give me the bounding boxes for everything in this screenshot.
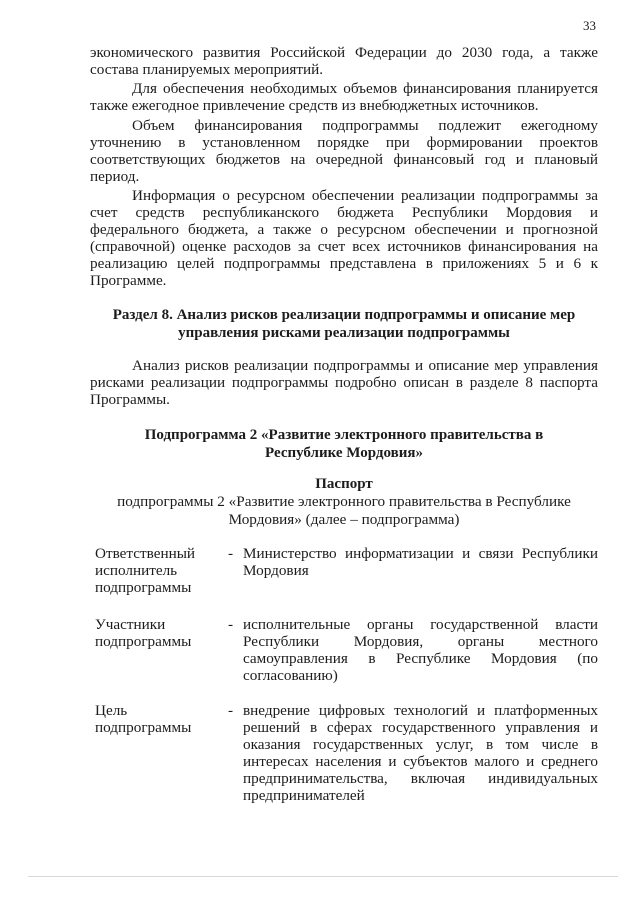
subprogram-title-line2: Республике Мордовия» bbox=[265, 445, 423, 461]
section8-body: Анализ рисков реализации подпрограммы и описание мер управления рисками реализации подпрограммы подробно описан в разделе 8 паспорта Программы. bbox=[90, 357, 598, 408]
paragraph-resource-info: Информация о ресурсном обеспечении реализации подпрограммы за счет средств республиканского бюджета Республики Мордовия и федерального бюджета, а также о ресурсном обеспечении и прогнозной (справочной) оценке расходов за счет всех источников финансирования на реализацию целей подпрограммы представлена в приложениях 5 и 6 к Программе. bbox=[90, 187, 598, 289]
passport-title: Паспорт bbox=[315, 476, 373, 492]
passport-row-value: внедрение цифровых технологий и платформенных решений в сферах государственного управления и оказания государственных услуг, в том числе в интересах населения и субъектов малого и среднего предпринимательства, включая индивидуальных предпринимателей bbox=[243, 702, 598, 804]
passport-subtitle-line1: подпрограммы 2 «Развитие электронного правительства в Республике bbox=[117, 493, 571, 510]
passport-row-value: Министерство информатизации и связи Республики Мордовия bbox=[243, 545, 598, 579]
paragraph-continuation: экономического развития Российской Федерации до 2030 года, а также состава планируемых мероприятий. bbox=[90, 44, 598, 78]
section8-heading-line1: Раздел 8. Анализ рисков реализации подпрограммы и описание мер bbox=[112, 307, 576, 323]
page-number: 33 bbox=[583, 18, 596, 33]
passport-row-label: Ответственный исполнитель подпрограммы bbox=[95, 545, 196, 596]
subprogram-title-line1: Подпрограмма 2 «Развитие электронного правительства в bbox=[144, 427, 544, 443]
passport-row-label: Цель подпрограммы bbox=[95, 702, 192, 736]
passport-row-value: исполнительные органы государственной власти Республики Мордовия, органы местного самоуправления в Республике Мордовия (по согласованию) bbox=[243, 616, 598, 684]
passport-row-dash: - bbox=[228, 702, 234, 719]
passport-row-dash: - bbox=[228, 616, 234, 633]
passport-row-dash: - bbox=[228, 545, 234, 562]
page-bottom-edge bbox=[28, 876, 618, 877]
paragraph-budget-volume: Объем финансирования подпрограммы подлежит ежегодному уточнению в установленном порядке при формировании проектов соответствующих бюджетов на очередной финансовый год и плановый период. bbox=[90, 117, 598, 185]
passport-subtitle bbox=[90, 493, 598, 529]
paragraph-financing: Для обеспечения необходимых объемов финансирования планируется также ежегодное привлечение средств из внебюджетных источников. bbox=[90, 80, 598, 114]
passport-subtitle-line2: Мордовия» (далее – подпрограмма) bbox=[228, 511, 460, 528]
passport-row-label: Участники подпрограммы bbox=[95, 616, 192, 650]
section8-heading bbox=[90, 306, 598, 342]
section8-heading-line2: управления рисками реализации подпрограммы bbox=[178, 325, 510, 341]
subprogram-title bbox=[90, 426, 598, 462]
